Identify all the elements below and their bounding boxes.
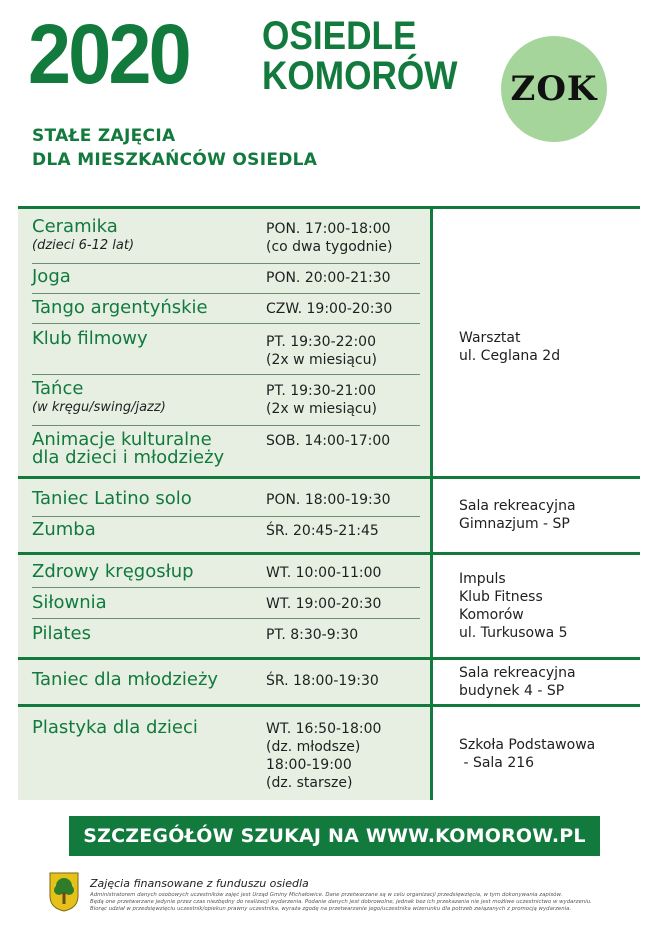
section-divider-4 xyxy=(18,704,640,707)
activity-name: Tango argentyńskie xyxy=(32,297,208,318)
row-separator xyxy=(32,263,420,264)
estate-name-line1: OSIEDLE xyxy=(262,14,417,58)
activity-name-line1: Animacje kulturalne xyxy=(32,429,212,450)
row-separator xyxy=(32,516,420,517)
row-separator xyxy=(32,323,420,324)
municipality-crest-icon xyxy=(49,872,79,912)
venue-line: Warsztat xyxy=(459,330,521,346)
venue-line: Komorów xyxy=(459,607,524,623)
activity-name: Taniec dla młodzieży xyxy=(32,669,219,690)
activity-time: PON. 20:00-21:30 xyxy=(266,270,391,286)
funding-note: Zajęcia finansowane z funduszu osiedla xyxy=(90,877,309,890)
privacy-note-line: Biorąc udział w przedsięwzięciu uczestnik/opiekun prawny uczestnika, wyraża zgodę na przetwarzanie jego/uczestnika wizerunku dla potrzeb związanych z promocją wydarzenia. xyxy=(90,906,572,912)
venue-line: Sala rekreacyjna xyxy=(459,498,576,514)
row-separator xyxy=(32,587,420,588)
venue-line: Szkoła Podstawowa xyxy=(459,737,596,753)
website-banner-text[interactable]: SZCZEGÓŁÓW SZUKAJ NA WWW.KOMOROW.PL xyxy=(83,825,586,847)
subtitle xyxy=(32,124,317,172)
activity-time: WT. 10:00-11:00 xyxy=(266,565,382,581)
activity-time: PON. 17:00-18:00 xyxy=(266,221,391,237)
zok-logo-text: ZOK xyxy=(510,69,598,109)
venue-line: budynek 4 - SP xyxy=(459,683,565,699)
activity-time-note: (co dwa tygodnie) xyxy=(266,239,393,255)
activity-name-line2: dla dzieci i młodzieży xyxy=(32,447,225,468)
row-separator xyxy=(32,374,420,375)
activity-time: PT. 19:30-22:00 xyxy=(266,334,376,350)
venue-line: Sala rekreacyjna xyxy=(459,665,576,681)
row-separator xyxy=(32,293,420,294)
activity-name: Taniec Latino solo xyxy=(32,488,192,509)
venue-line: Klub Fitness xyxy=(459,589,543,605)
activity-name: Plastyka dla dzieci xyxy=(32,717,198,738)
venue-line: Gimnazjum - SP xyxy=(459,516,570,532)
activity-time: SOB. 14:00-17:00 xyxy=(266,433,391,449)
section-divider-top xyxy=(18,206,640,209)
section-divider-3 xyxy=(18,657,640,660)
row-separator xyxy=(32,425,420,426)
activity-time-note: (2x w miesiącu) xyxy=(266,352,377,368)
activity-name: Ceramika xyxy=(32,216,118,237)
activity-time: WT. 19:00-20:30 xyxy=(266,596,382,612)
section-divider-1 xyxy=(18,476,640,479)
estate-name-line2: KOMORÓW xyxy=(262,54,458,98)
row-separator xyxy=(32,618,420,619)
activity-time: PON. 18:00-19:30 xyxy=(266,492,391,508)
activity-time: ŚR. 20:45-21:45 xyxy=(266,523,379,539)
venue-line: ul. Turkusowa 5 xyxy=(459,625,568,641)
venue-line: Impuls xyxy=(459,571,506,587)
activity-time: ŚR. 18:00-19:30 xyxy=(266,673,379,689)
activity-name: Tańce xyxy=(32,378,84,399)
activity-time-note: (2x w miesiącu) xyxy=(266,401,377,417)
activity-name: Joga xyxy=(32,266,71,287)
activity-time: 18:00-19:00 xyxy=(266,757,352,773)
activity-time-note: (dz. młodsze) xyxy=(266,739,361,755)
activity-note: (w kręgu/swing/jazz) xyxy=(32,400,166,415)
privacy-note-line: Będą one przetwarzane jedynie przez czas niezbędny do realizacji wydarzenia. Podanie danych jest dobrowolne, jednak bez ich przekazania nie jest możliwe uczestnictwo w wydarzeniu. xyxy=(90,899,592,905)
activity-time-note: (dz. starsze) xyxy=(266,775,353,791)
activity-name: Siłownia xyxy=(32,592,107,613)
venue-line: ul. Ceglana 2d xyxy=(459,348,561,364)
venue-column-divider xyxy=(430,206,433,800)
zok-logo-badge xyxy=(501,36,607,142)
venue-line: - Sala 216 xyxy=(459,755,535,771)
section-divider-2 xyxy=(18,552,640,555)
subtitle-line2: DLA MIESZKAŃCÓW OSIEDLA xyxy=(32,150,318,170)
activity-name: Klub filmowy xyxy=(32,328,148,349)
activity-note: (dzieci 6-12 lat) xyxy=(32,238,135,253)
activity-time: PT. 8:30-9:30 xyxy=(266,627,359,643)
activity-time: CZW. 19:00-20:30 xyxy=(266,301,393,317)
activity-time: WT. 16:50-18:00 xyxy=(266,721,382,737)
subtitle-line1: STAŁE ZAJĘCIA xyxy=(32,126,176,146)
activity-name: Zdrowy kręgosłup xyxy=(32,561,194,582)
estate-name xyxy=(262,16,458,96)
activity-name: Pilates xyxy=(32,623,92,644)
year-title: 2020 xyxy=(28,7,189,101)
website-banner[interactable] xyxy=(69,816,600,856)
activity-name: Zumba xyxy=(32,519,96,540)
privacy-note-line: Administratorem danych osobowych uczestników zajęć jest Urząd Gminy Michałowice. Dane przetwarzane są w celu organizacji przedsięwzięcia, w tym dokonywania zapisów. xyxy=(90,892,563,898)
activity-time: PT. 19:30-21:00 xyxy=(266,383,376,399)
